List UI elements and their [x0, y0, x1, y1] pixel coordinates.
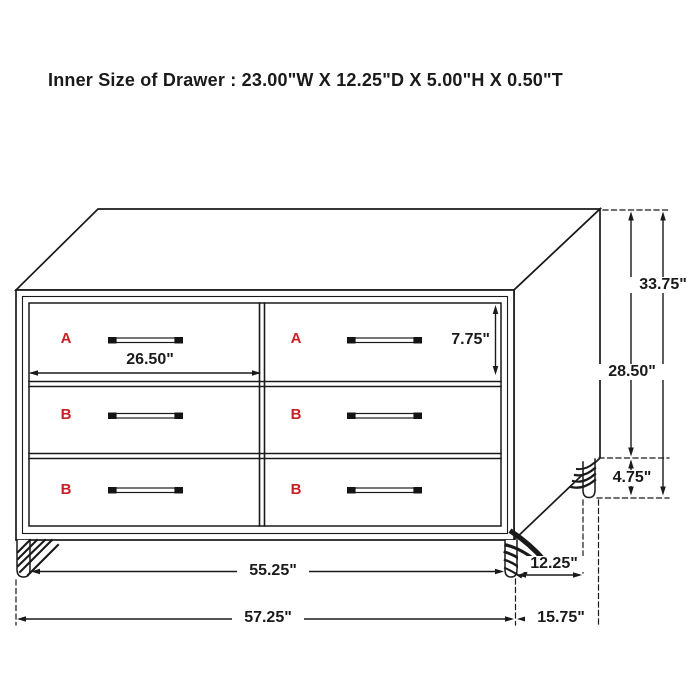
- drawer-label-bottom-left: B: [60, 481, 72, 498]
- drawer-handle: [108, 487, 183, 494]
- dresser-front-face: [16, 290, 514, 540]
- drawer-handle: [347, 487, 422, 494]
- drawer-handle: [347, 337, 422, 344]
- dimension-drawer-width: 26.50": [126, 351, 174, 368]
- drawer-label-middle-left: B: [60, 406, 72, 423]
- page-title: Inner Size of Drawer : 23.00"W X 12.25"D X 5.00"H X 0.50"T: [48, 70, 563, 90]
- drawer-label-top-left: A: [60, 330, 72, 347]
- dimension-leg-height: 4.75": [602, 470, 662, 486]
- drawer-handle: [108, 337, 183, 344]
- dimension-overall-depth: 15.75": [525, 610, 597, 626]
- dimension-base-width: 55.25": [237, 563, 309, 579]
- drawer-label-top-right: A: [290, 330, 302, 347]
- drawer-label-middle-right: B: [290, 406, 302, 423]
- dresser-top-face: [16, 209, 600, 290]
- dimension-case-height: 28.50": [598, 364, 666, 380]
- drawer-label-bottom-right: B: [290, 481, 302, 498]
- dimension-drawer-height: 7.75": [451, 331, 490, 348]
- dimension-overall-width: 57.25": [232, 610, 304, 626]
- dimension-overall-height: 33.75": [629, 277, 697, 293]
- drawer-handle: [108, 413, 183, 420]
- drawer-handle: [347, 413, 422, 420]
- dimension-base-depth: 12.25": [518, 556, 590, 572]
